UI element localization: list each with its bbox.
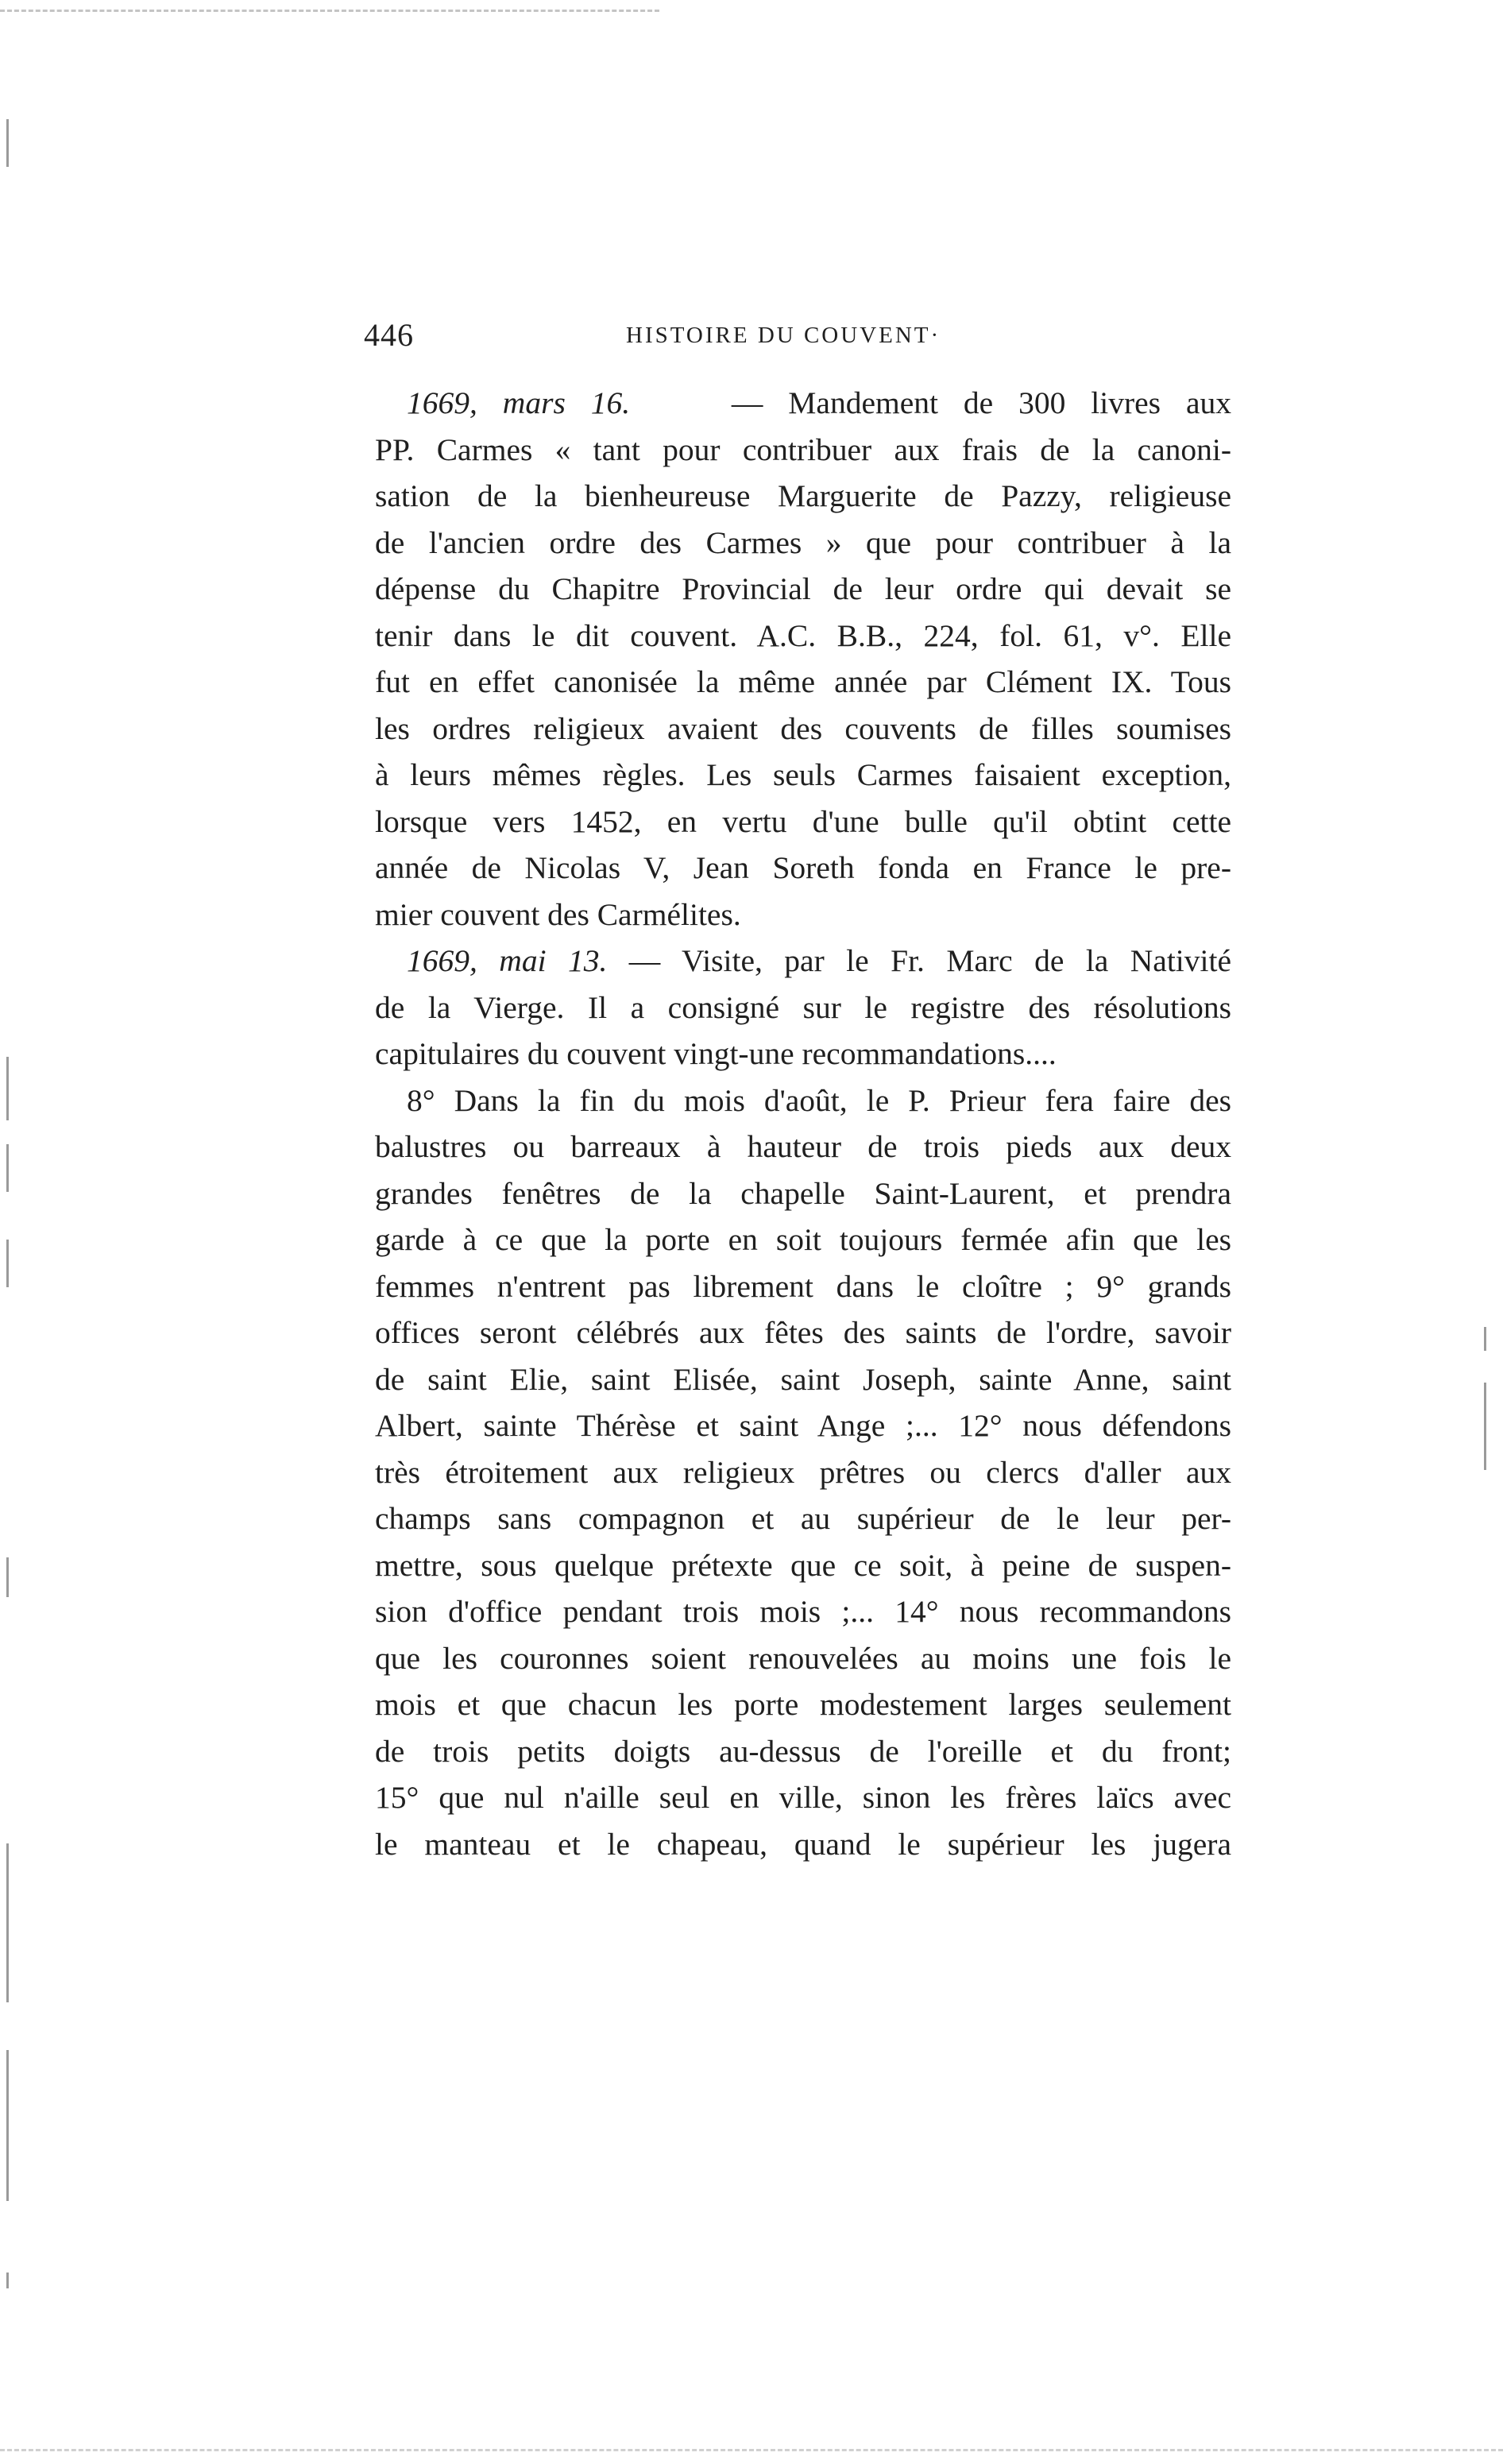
text-line: offices seront célébrés aux fêtes des saints de l'ordre, savoir: [375, 1315, 1231, 1350]
text-line: 15° que nul n'aille seul en ville, sinon les frères laïcs avec: [375, 1780, 1231, 1815]
text-line: les ordres religieux avaient des couvents de filles soumises: [375, 710, 1231, 746]
scan-edge-mark: [1484, 1430, 1486, 1470]
scan-edge-mark: [6, 1557, 9, 1597]
scan-edge-mark: [6, 1843, 9, 2002]
text-line: Albert, sainte Thérèse et saint Ange ;... 12° nous défendons: [375, 1408, 1231, 1443]
text-line: PP. Carmes « tant pour contribuer aux frais de la canoni-: [375, 431, 1231, 467]
scan-edge-bottom: [0, 2449, 1503, 2451]
text-line: tenir dans le dit couvent. A.C. B.B., 224, fol. 61, v°. Elle: [375, 617, 1231, 653]
text-line: à leurs mêmes règles. Les seuls Carmes faisaient exception,: [375, 757, 1231, 792]
scan-edge-mark: [6, 2050, 9, 2201]
text-line: 8° Dans la fin du mois d'août, le P. Prieur fera faire des: [407, 1082, 1231, 1118]
text-line: garde à ce que la porte en soit toujours fermée afin que les: [375, 1222, 1231, 1257]
text-line: de la Vierge. Il a consigné sur le registre des résolutions: [375, 989, 1231, 1025]
scan-edge-mark: [6, 1240, 9, 1287]
text-line: capitulaires du couvent vingt-une recommandations....: [375, 1036, 1057, 1071]
running-title: HISTOIRE DU COUVENT·: [626, 323, 941, 348]
text-line: grandes fenêtres de la chapelle Saint-Laurent, et prendra: [375, 1175, 1231, 1211]
text-line: 1669, mars 16. — Mandement de 300 livres aux: [407, 385, 1231, 420]
scan-edge-mark: [6, 1144, 9, 1192]
entry-date: 1669, mars 16.: [407, 385, 631, 420]
text-line: sation de la bienheureuse Marguerite de Pazzy, religieuse: [375, 478, 1231, 513]
running-head: [364, 316, 1230, 364]
scan-edge-mark: [6, 1057, 9, 1120]
text-line: de l'ancien ordre des Carmes » que pour contribuer à la: [375, 524, 1231, 560]
text-line: année de Nicolas V, Jean Soreth fonda en France le pre-: [375, 850, 1231, 885]
scan-edge-mark: [6, 2273, 9, 2288]
text-line: mois et que chacun les porte modestement larges seulement: [375, 1687, 1231, 1722]
text-line: de trois petits doigts au-dessus de l'oreille et du front;: [375, 1733, 1231, 1769]
entry-date: 1669, mai 13.: [407, 943, 608, 978]
scan-edge-mark: [1484, 1383, 1486, 1430]
text-line: que les couronnes soient renouvelées au moins une fois le: [375, 1640, 1231, 1676]
text-line: femmes n'entrent pas librement dans le cloître ; 9° grands: [375, 1268, 1231, 1304]
text-line: très étroitement aux religieux prêtres ou clercs d'aller aux: [375, 1454, 1231, 1490]
scan-edge-mark: [6, 119, 9, 167]
text-line: lorsque vers 1452, en vertu d'une bulle qu'il obtint cette: [375, 803, 1231, 839]
text-line: 1669, mai 13. — Visite, par le Fr. Marc de la Nativité: [407, 943, 1231, 978]
body-text: [375, 380, 1231, 1867]
text-line: de saint Elie, saint Elisée, saint Joseph, sainte Anne, saint: [375, 1361, 1231, 1397]
text-line: le manteau et le chapeau, quand le supérieur les jugera: [375, 1826, 1231, 1862]
scan-edge-mark: [1484, 1327, 1486, 1351]
text-line: balustres ou barreaux à hauteur de trois pieds aux deux: [375, 1129, 1231, 1164]
text-line: champs sans compagnon et au supérieur de le leur per-: [375, 1501, 1231, 1536]
text-line: mier couvent des Carmélites.: [375, 896, 741, 932]
scan-edge-top: [0, 10, 659, 12]
text-line: fut en effet canonisée la même année par Clément IX. Tous: [375, 664, 1231, 699]
text-line: dépense du Chapitre Provincial de leur ordre qui devait se: [375, 571, 1231, 606]
text-line: sion d'office pendant trois mois ;... 14° nous recommandons: [375, 1594, 1231, 1629]
page-number: 446: [364, 317, 414, 353]
text-line: mettre, sous quelque prétexte que ce soit, à peine de suspen-: [375, 1547, 1231, 1583]
